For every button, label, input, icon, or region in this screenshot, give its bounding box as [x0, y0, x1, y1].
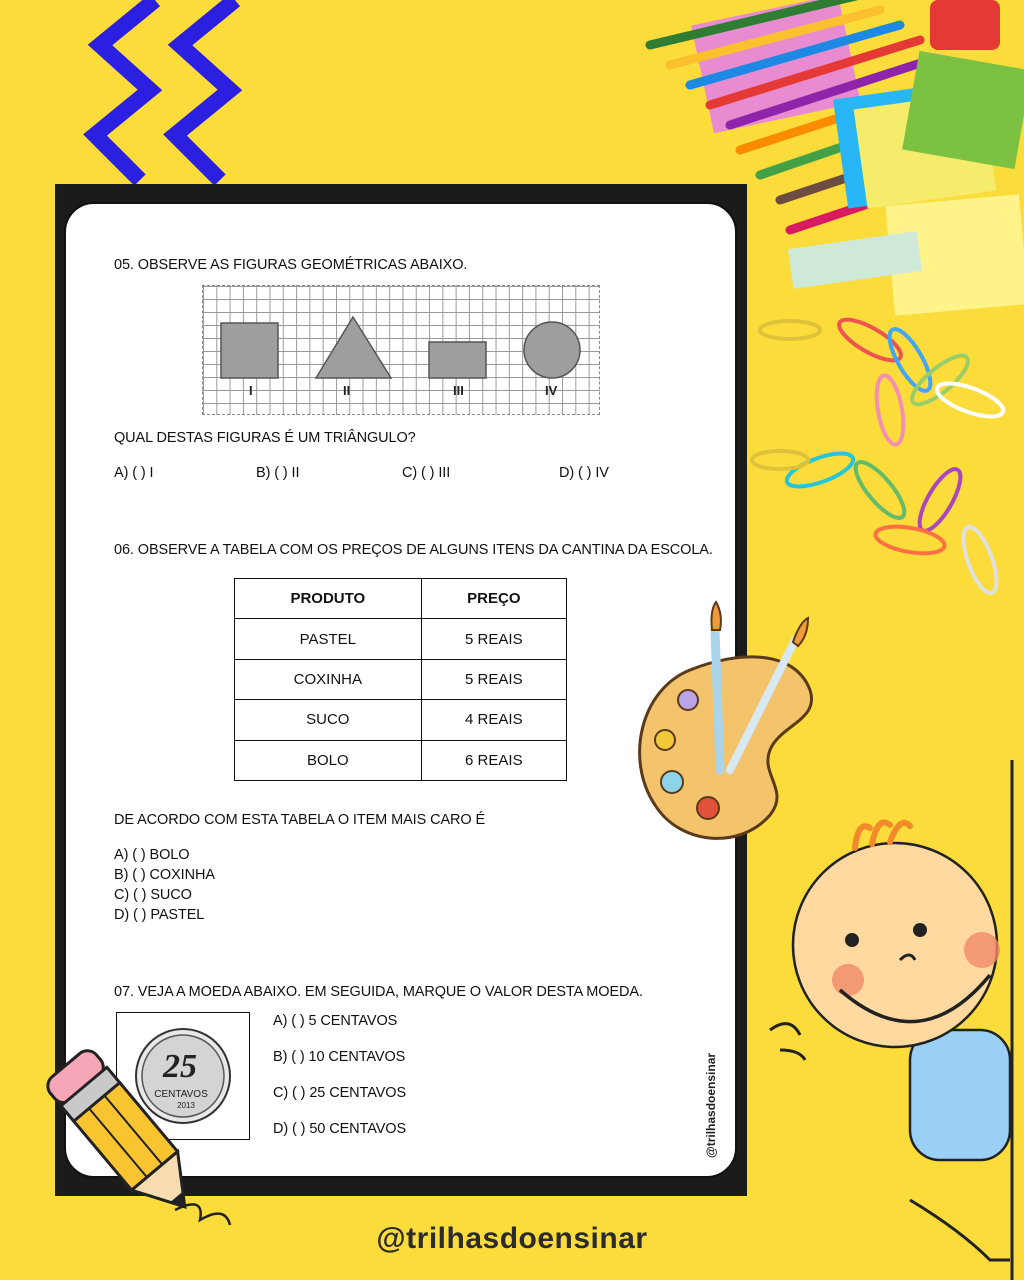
table-row [235, 700, 567, 740]
table-cell-product: SUCO [235, 700, 422, 740]
table-header-product: PRODUTO [235, 579, 422, 619]
figure-label-iv: IV [545, 383, 558, 398]
q05-option-c[interactable]: C) ( ) III [402, 465, 451, 481]
footer-handle: @trilhasdoensinar [376, 1222, 648, 1255]
table-cell-price: 5 REAIS [421, 619, 566, 659]
table-cell-product: COXINHA [235, 659, 422, 699]
q06-option-a[interactable]: A) ( ) BOLO [114, 847, 190, 863]
q06-option-d[interactable]: D) ( ) PASTEL [114, 907, 205, 923]
zigzag-decoration [70, 0, 270, 200]
q05-option-d[interactable]: D) ( ) IV [559, 465, 609, 481]
table-header-row [235, 579, 567, 619]
figure-label-iii: III [453, 383, 464, 398]
square-shape [221, 323, 278, 378]
q07-option-a[interactable]: A) ( ) 5 CENTAVOS [273, 1013, 398, 1029]
q06-option-b[interactable]: B) ( ) COXINHA [114, 867, 215, 883]
coin-text: CENTAVOS [154, 1089, 208, 1100]
circle-shape [524, 322, 580, 378]
table-cell-price: 4 REAIS [421, 700, 566, 740]
table-row [235, 740, 567, 780]
cartoon-boy-decoration [760, 760, 1024, 1280]
coin-value: 25 [163, 1048, 197, 1085]
vertical-watermark [700, 1000, 720, 1160]
q07-option-c[interactable]: C) ( ) 25 CENTAVOS [273, 1085, 407, 1101]
watermark-text: @trilhasdoensinar [704, 1052, 718, 1158]
triangle-shape [316, 317, 391, 378]
table-cell-price: 5 REAIS [421, 659, 566, 699]
geometric-shapes [202, 285, 600, 415]
q05-question: QUAL DESTAS FIGURAS É UM TRIÂNGULO? [114, 430, 416, 446]
q07-title: 07. VEJA A MOEDA ABAIXO. EM SEGUIDA, MARQUE O VALOR DESTA MOEDA. [114, 984, 643, 1000]
pencil-decoration [25, 1020, 255, 1240]
table-row [235, 619, 567, 659]
q06-option-c[interactable]: C) ( ) SUCO [114, 887, 192, 903]
table-cell-price: 6 REAIS [421, 740, 566, 780]
table-row [235, 659, 567, 699]
q07-option-d[interactable]: D) ( ) 50 CENTAVOS [273, 1121, 407, 1137]
q05-option-b[interactable]: B) ( ) II [256, 465, 300, 481]
q05-title: 05. OBSERVE AS FIGURAS GEOMÉTRICAS ABAIXO. [114, 257, 468, 273]
table-header-price: PREÇO [421, 579, 566, 619]
rectangle-shape [429, 342, 486, 378]
price-table [234, 578, 567, 781]
coin-year: 2013 [177, 1101, 195, 1110]
q07-option-b[interactable]: B) ( ) 10 CENTAVOS [273, 1049, 406, 1065]
table-cell-product: PASTEL [235, 619, 422, 659]
q06-question: DE ACORDO COM ESTA TABELA O ITEM MAIS CARO É [114, 812, 486, 828]
figure-label-i: I [249, 383, 253, 398]
table-cell-product: BOLO [235, 740, 422, 780]
q06-title: 06. OBSERVE A TABELA COM OS PREÇOS DE ALGUNS ITENS DA CANTINA DA ESCOLA. [114, 542, 713, 558]
q05-option-a[interactable]: A) ( ) I [114, 465, 154, 481]
figure-label-ii: II [343, 383, 351, 398]
